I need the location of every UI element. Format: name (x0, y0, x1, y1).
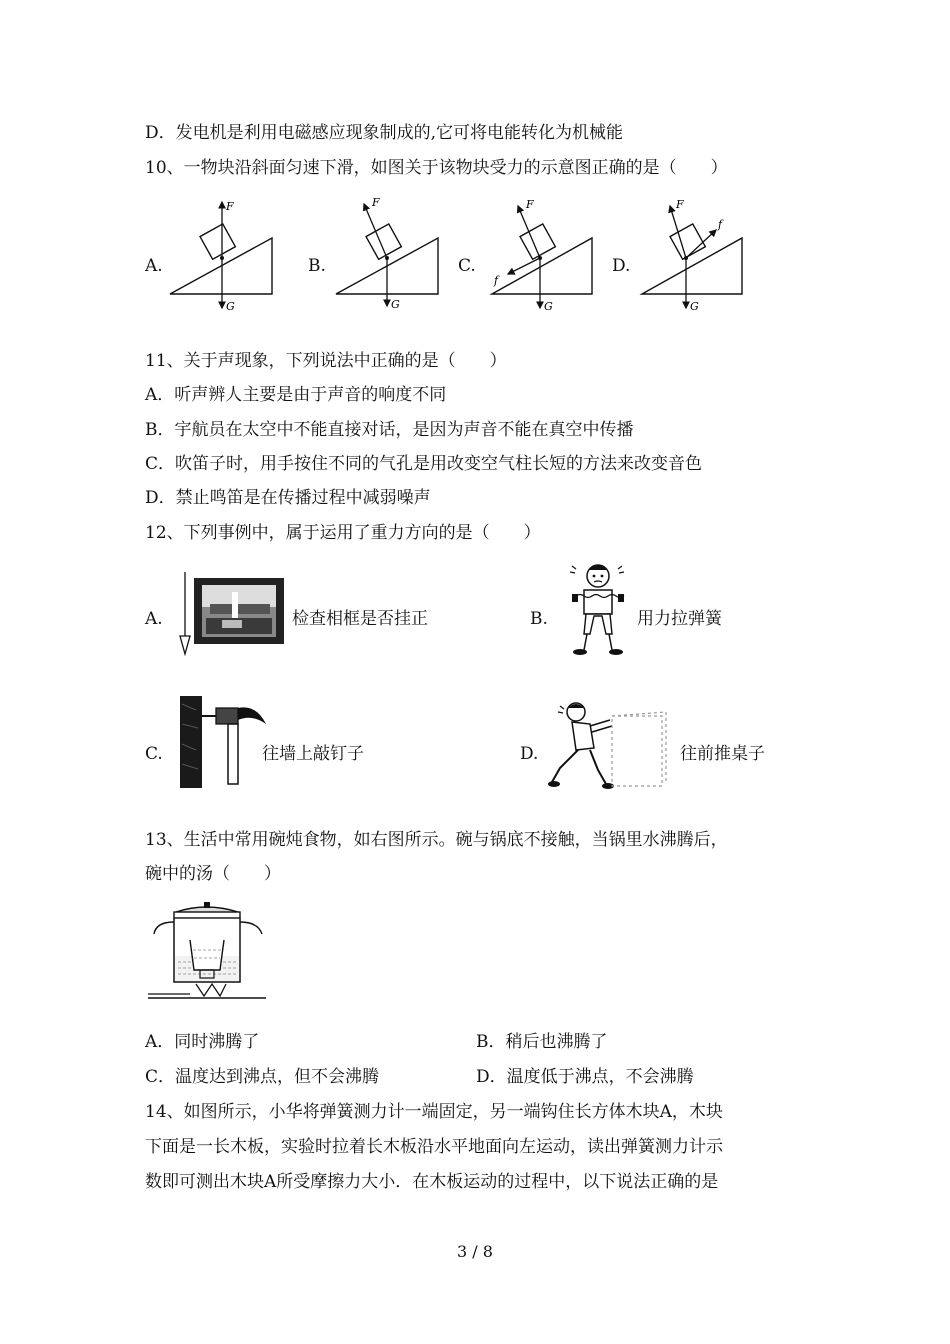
q11-option-a: A．听声辨人主要是由于声音的响度不同 (145, 385, 447, 405)
q12-figure-d-person-pushing-table (546, 698, 672, 790)
q10-c-force-g-label: G (544, 300, 553, 313)
q10-a-force-g-label: G (226, 300, 235, 313)
q13-option-a: A．同时沸腾了 (145, 1032, 260, 1052)
q14-stem-line1: 14、如图所示，小华将弹簧测力计一端固定，另一端钩住长方体木块A，木块 (145, 1102, 723, 1122)
q10-figure-c (488, 196, 600, 316)
q12-figure-c-hammer-wall (176, 694, 272, 790)
q11-stem: 11、关于声现象，下列说法中正确的是（ ） (145, 351, 507, 371)
q10-d-force-friction-label: f (718, 218, 723, 231)
q12-figure-b-person-spring (562, 556, 634, 660)
q12-stem: 12、下列事例中，属于运用了重力方向的是（ ） (145, 523, 541, 543)
q12-figure-a-picture-frame (174, 570, 289, 660)
q13-figure-pot-bowl (146, 900, 270, 1004)
q14-stem-line3: 数即可测出木块A所受摩擦力大小．在木板运动的过程中，以下说法正确的是 (145, 1172, 719, 1192)
q13-stem-line1: 13、生活中常用碗炖食物，如右图所示。碗与锅底不接触，当锅里水沸腾后， (145, 830, 728, 850)
q10-c-force-f-label: F (526, 198, 534, 211)
q12-caption-a: 检查相框是否挂正 (292, 609, 428, 629)
q11-option-d: D．禁止鸣笛是在传播过程中减弱噪声 (145, 488, 431, 508)
q10-stem: 10、一物块沿斜面匀速下滑，如图关于该物块受力的示意图正确的是（ ） (145, 158, 728, 178)
q13-option-b: B．稍后也沸腾了 (476, 1032, 608, 1052)
q10-label-d: D. (612, 256, 631, 276)
q10-c-force-friction-label: f (494, 274, 499, 287)
q12-label-b: B. (530, 609, 548, 629)
q14-stem-line2: 下面是一长木板，实验时拉着长木板沿水平地面向左运动，读出弹簧测力计示 (145, 1137, 723, 1157)
q12-label-d: D. (520, 744, 539, 764)
q12-label-a: A. (145, 609, 163, 629)
q10-b-force-f-label: F (372, 196, 380, 209)
q12-caption-d: 往前推桌子 (680, 744, 765, 764)
q10-figure-a (168, 196, 280, 316)
q9-option-d: D．发电机是利用电磁感应现象制成的,它可将电能转化为机械能 (145, 123, 624, 143)
q10-b-force-g-label: G (391, 298, 400, 311)
q12-caption-c: 往墙上敲钉子 (262, 744, 364, 764)
q10-label-c: C. (458, 256, 476, 276)
q10-d-force-g-label: G (690, 300, 699, 313)
q10-figure-d (638, 196, 750, 316)
q12-label-c: C. (145, 744, 163, 764)
q13-option-c: C．温度达到沸点，但不会沸腾 (145, 1067, 380, 1087)
q10-d-force-f-label: F (676, 198, 684, 211)
q11-option-b: B．宇航员在太空中不能直接对话，是因为声音不能在真空中传播 (145, 420, 634, 440)
q10-figure-b (334, 196, 446, 316)
q11-option-c: C．吹笛子时，用手按住不同的气孔是用改变空气柱长短的方法来改变音色 (145, 454, 703, 474)
q12-caption-b: 用力拉弹簧 (637, 609, 722, 629)
q13-option-d: D．温度低于沸点，不会沸腾 (476, 1067, 694, 1087)
q10-a-force-f-label: F (226, 200, 234, 213)
q10-label-a: A. (145, 256, 163, 276)
page-number: 3 / 8 (457, 1242, 493, 1261)
q13-stem-line2: 碗中的汤（ ） (145, 864, 281, 884)
q10-label-b: B. (308, 256, 326, 276)
